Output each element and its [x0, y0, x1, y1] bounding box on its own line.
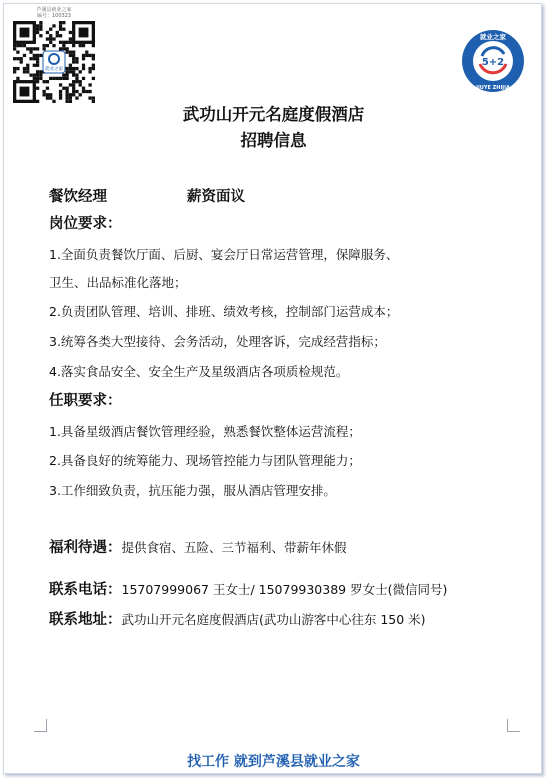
position-salary: 薪资面议 [187, 188, 245, 205]
address-row [49, 611, 426, 629]
phone-row [49, 581, 447, 599]
position-row [49, 188, 245, 206]
duty-item: 2.负责团队管理、培训、排班、绩效考核，控制部门运营成本； [49, 304, 399, 319]
qualification-item: 1.具备星级酒店餐饮管理经验，熟悉餐饮整体运营流程； [49, 424, 361, 439]
recruitment-document [3, 3, 542, 774]
logo-center-text: 5+2 [481, 57, 505, 68]
title-line1: 武功山开元名庭度假酒店 [182, 105, 365, 124]
duty-item: 3.统筹各类大型接待、会务活动，处理客诉，完成经营指标； [49, 334, 386, 349]
qr-code-image [13, 21, 95, 103]
title-line2: 招聘信息 [240, 131, 307, 150]
address-value: 武功山开元名庭度假酒店(武功山游客中心往东 150 米) [121, 612, 426, 627]
qualification-item: 2.具备良好的统筹能力、现场管控能力与团队管理能力； [49, 453, 361, 468]
benefits-row [49, 539, 347, 557]
address-label: 联系地址： [49, 611, 122, 628]
duties-heading: 岗位要求： [49, 215, 122, 232]
footer-slogan: 找工作 就到芦溪县就业之家 [187, 754, 360, 770]
qualification-item: 3.工作细致负责，抗压能力强，服从酒店管理安排。 [49, 483, 336, 498]
qr-code-block [13, 7, 95, 105]
crop-mark-right [507, 719, 520, 732]
qr-caption [13, 7, 95, 21]
benefits-value: 提供食宿、五险、三节福利、带薪年休假 [121, 540, 347, 555]
logo-top-text: 就业之家 [480, 33, 506, 41]
qr-caption-line1: 芦溪县就业之家 [36, 7, 72, 13]
qr-caption-line2: 编号：100323 [36, 13, 72, 19]
crop-mark-left [34, 719, 47, 732]
phone-value: 15707999067 王女士/ 15079930389 罗女士(微信同号) [121, 582, 448, 597]
jiuye-zhijia-logo [460, 28, 526, 94]
duty-item: 1.全面负责餐饮厅面、后厨、宴会厅日常运营管理，保障服务、 [49, 247, 399, 262]
qualifications-heading: 任职要求： [49, 392, 122, 409]
duty-item: 4.落实食品安全、安全生产及星级酒店各项质检规范。 [49, 364, 349, 379]
qr-center-label: 就业之家 [45, 67, 63, 72]
page-title [4, 102, 543, 154]
phone-label: 联系电话： [49, 581, 122, 598]
logo-bottom-text: JIUYE ZHIJIA [476, 85, 510, 91]
position-name: 餐饮经理 [49, 188, 107, 205]
duty-item: 卫生、出品标准化落地； [49, 275, 187, 290]
benefits-label: 福利待遇： [49, 539, 122, 556]
